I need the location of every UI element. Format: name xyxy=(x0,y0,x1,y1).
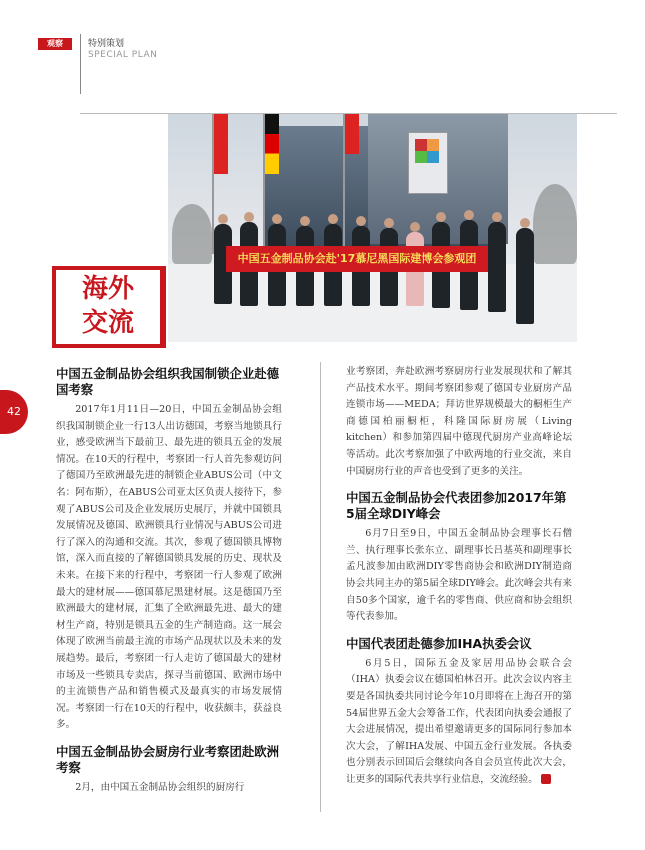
person-head xyxy=(384,218,394,228)
article-body: 6月5日，国际五金及家居用品协会联合会（IHA）执委会议在德国柏林召开。此次会议内容主要是各国执委共同讨论今年10月即将在上海召开的第54届世界五金大会筹备工作，代表团向执委会通报了大会进展情况，提出希望邀请更多的国际同行参加本次大会，了解IHA发展、中国五金行业发展。各执委也分别表示回国后会继续向各自会员宣传此次大会，让更多的国际代表共享行业信息，交流经验。 xyxy=(346,657,572,785)
person xyxy=(488,222,506,312)
article-body: 2017年1月11日—20日，中国五金制品协会组织我国制锁企业一行13人出访德国，考察当地锁具行业，感受欧洲当下最前卫、最先进的锁具五金的发展情况。在10天的行程中，考察团一行人首先参观访问了德国乃至欧洲最先进的制锁企业ABUS公司（中文名：阿布斯），在ABUS公司亚太区负责人接待下，参观了ABUS公司及企业发展历史展厅，并就中国锁具发展情况及德国、欧洲锁具行业情况与ABUS公司进行了深入的沟通和交流。其次，参观了德国锁具博物馆，深入而直接的了解德国锁具发展的历史、现状及未来。在接下来的行程中，考察团一行人参观了欧洲最大的建材展——德国慕尼黑建材展。这是德国乃至欧洲最大的建材展，汇集了全欧洲最先进、最大的建材生产商，特别是锁具五金的生产制造商。这一展会体现了欧洲当前最主流的市场产品现状以及未来的发展趋势。最后，考察团一行人走访了德国最大的建材市场及一些锁具专卖店，探寻当前德国、欧洲市场中的主流锁售产品和销售模式及最真实的市场发展情况。考察团一行在10天的行程中，收获颇丰，获益良多。 xyxy=(56,404,282,731)
article-title: 中国五金制品协会代表团参加2017年第5届全球DIY峰会 xyxy=(346,490,567,522)
person-head xyxy=(520,218,530,228)
article-title: 中国五金制品协会组织我国制锁企业赴德国考察 xyxy=(56,366,280,397)
section-label-line2: 交流 xyxy=(81,308,134,338)
delegation-banner: 中国五金制品协会赴'17慕尼黑国际建博会参观团 xyxy=(226,246,488,272)
section-title-en: SPECIAL PLAN xyxy=(88,50,158,60)
page-number: 42 xyxy=(0,390,28,434)
person-head xyxy=(218,214,228,224)
person-head xyxy=(410,222,420,232)
end-mark-icon xyxy=(541,774,551,784)
person-head xyxy=(272,214,282,224)
section-label xyxy=(56,272,160,340)
person-head xyxy=(356,216,366,226)
article-title: 中国代表团赴德参加IHA执委会议 xyxy=(346,635,532,651)
article-title: 中国五金制品协会厨房行业考察团赴欧洲考察 xyxy=(56,743,280,775)
tree xyxy=(172,204,212,264)
left-column xyxy=(56,366,282,796)
header-divider xyxy=(80,34,81,94)
article-body-continued: 业考察团，奔赴欧洲考察厨房行业发展现状和了解其产品技术水平。期间考察团参观了德国专业厨房产品连锁市场——MEDA；拜访世界规模最大的橱柜生产商德国柏丽橱柜，科隆国际厨房展（Living kitchen）和参加第四届中德现代厨房产业高峰论坛等活动。此次考察加强了中欧两地的行业交流，来自中国厨房行业的声音也受到了更多的关注。 xyxy=(346,366,572,477)
article-body-wrap xyxy=(346,656,572,789)
person-head xyxy=(328,214,338,224)
group-photo xyxy=(168,114,577,342)
section-label-line1: 海外 xyxy=(81,274,134,304)
article-body: 2月，由中国五金制品协会组织的厨房行 xyxy=(75,781,245,793)
person-head xyxy=(300,216,310,226)
right-column xyxy=(346,364,572,788)
person-head xyxy=(436,212,446,222)
column-badge: 观察 xyxy=(38,38,72,50)
article-body: 6月7日至9日，中国五金制品协会理事长石僧兰、执行理事长张东立、副理事长吕基英和副理事长孟凡波参加由欧洲DIY零售商协会和欧洲DIY制造商协会共同主办的第5届全球DIY峰会。此次峰会共有来自50多个国家，逾千名的零售商、供应商和协会组织等代表参加。 xyxy=(346,528,572,623)
flag xyxy=(214,114,228,174)
person-head xyxy=(492,212,502,222)
person-head xyxy=(464,210,474,220)
person xyxy=(516,228,534,324)
section-title-cn: 特别策划 xyxy=(88,39,125,49)
flag xyxy=(345,114,359,154)
entrance-sign xyxy=(408,132,448,194)
flag xyxy=(265,114,279,174)
column-divider xyxy=(320,362,321,812)
fair-logo xyxy=(415,139,439,163)
tree xyxy=(533,184,577,264)
person-head xyxy=(244,212,254,222)
